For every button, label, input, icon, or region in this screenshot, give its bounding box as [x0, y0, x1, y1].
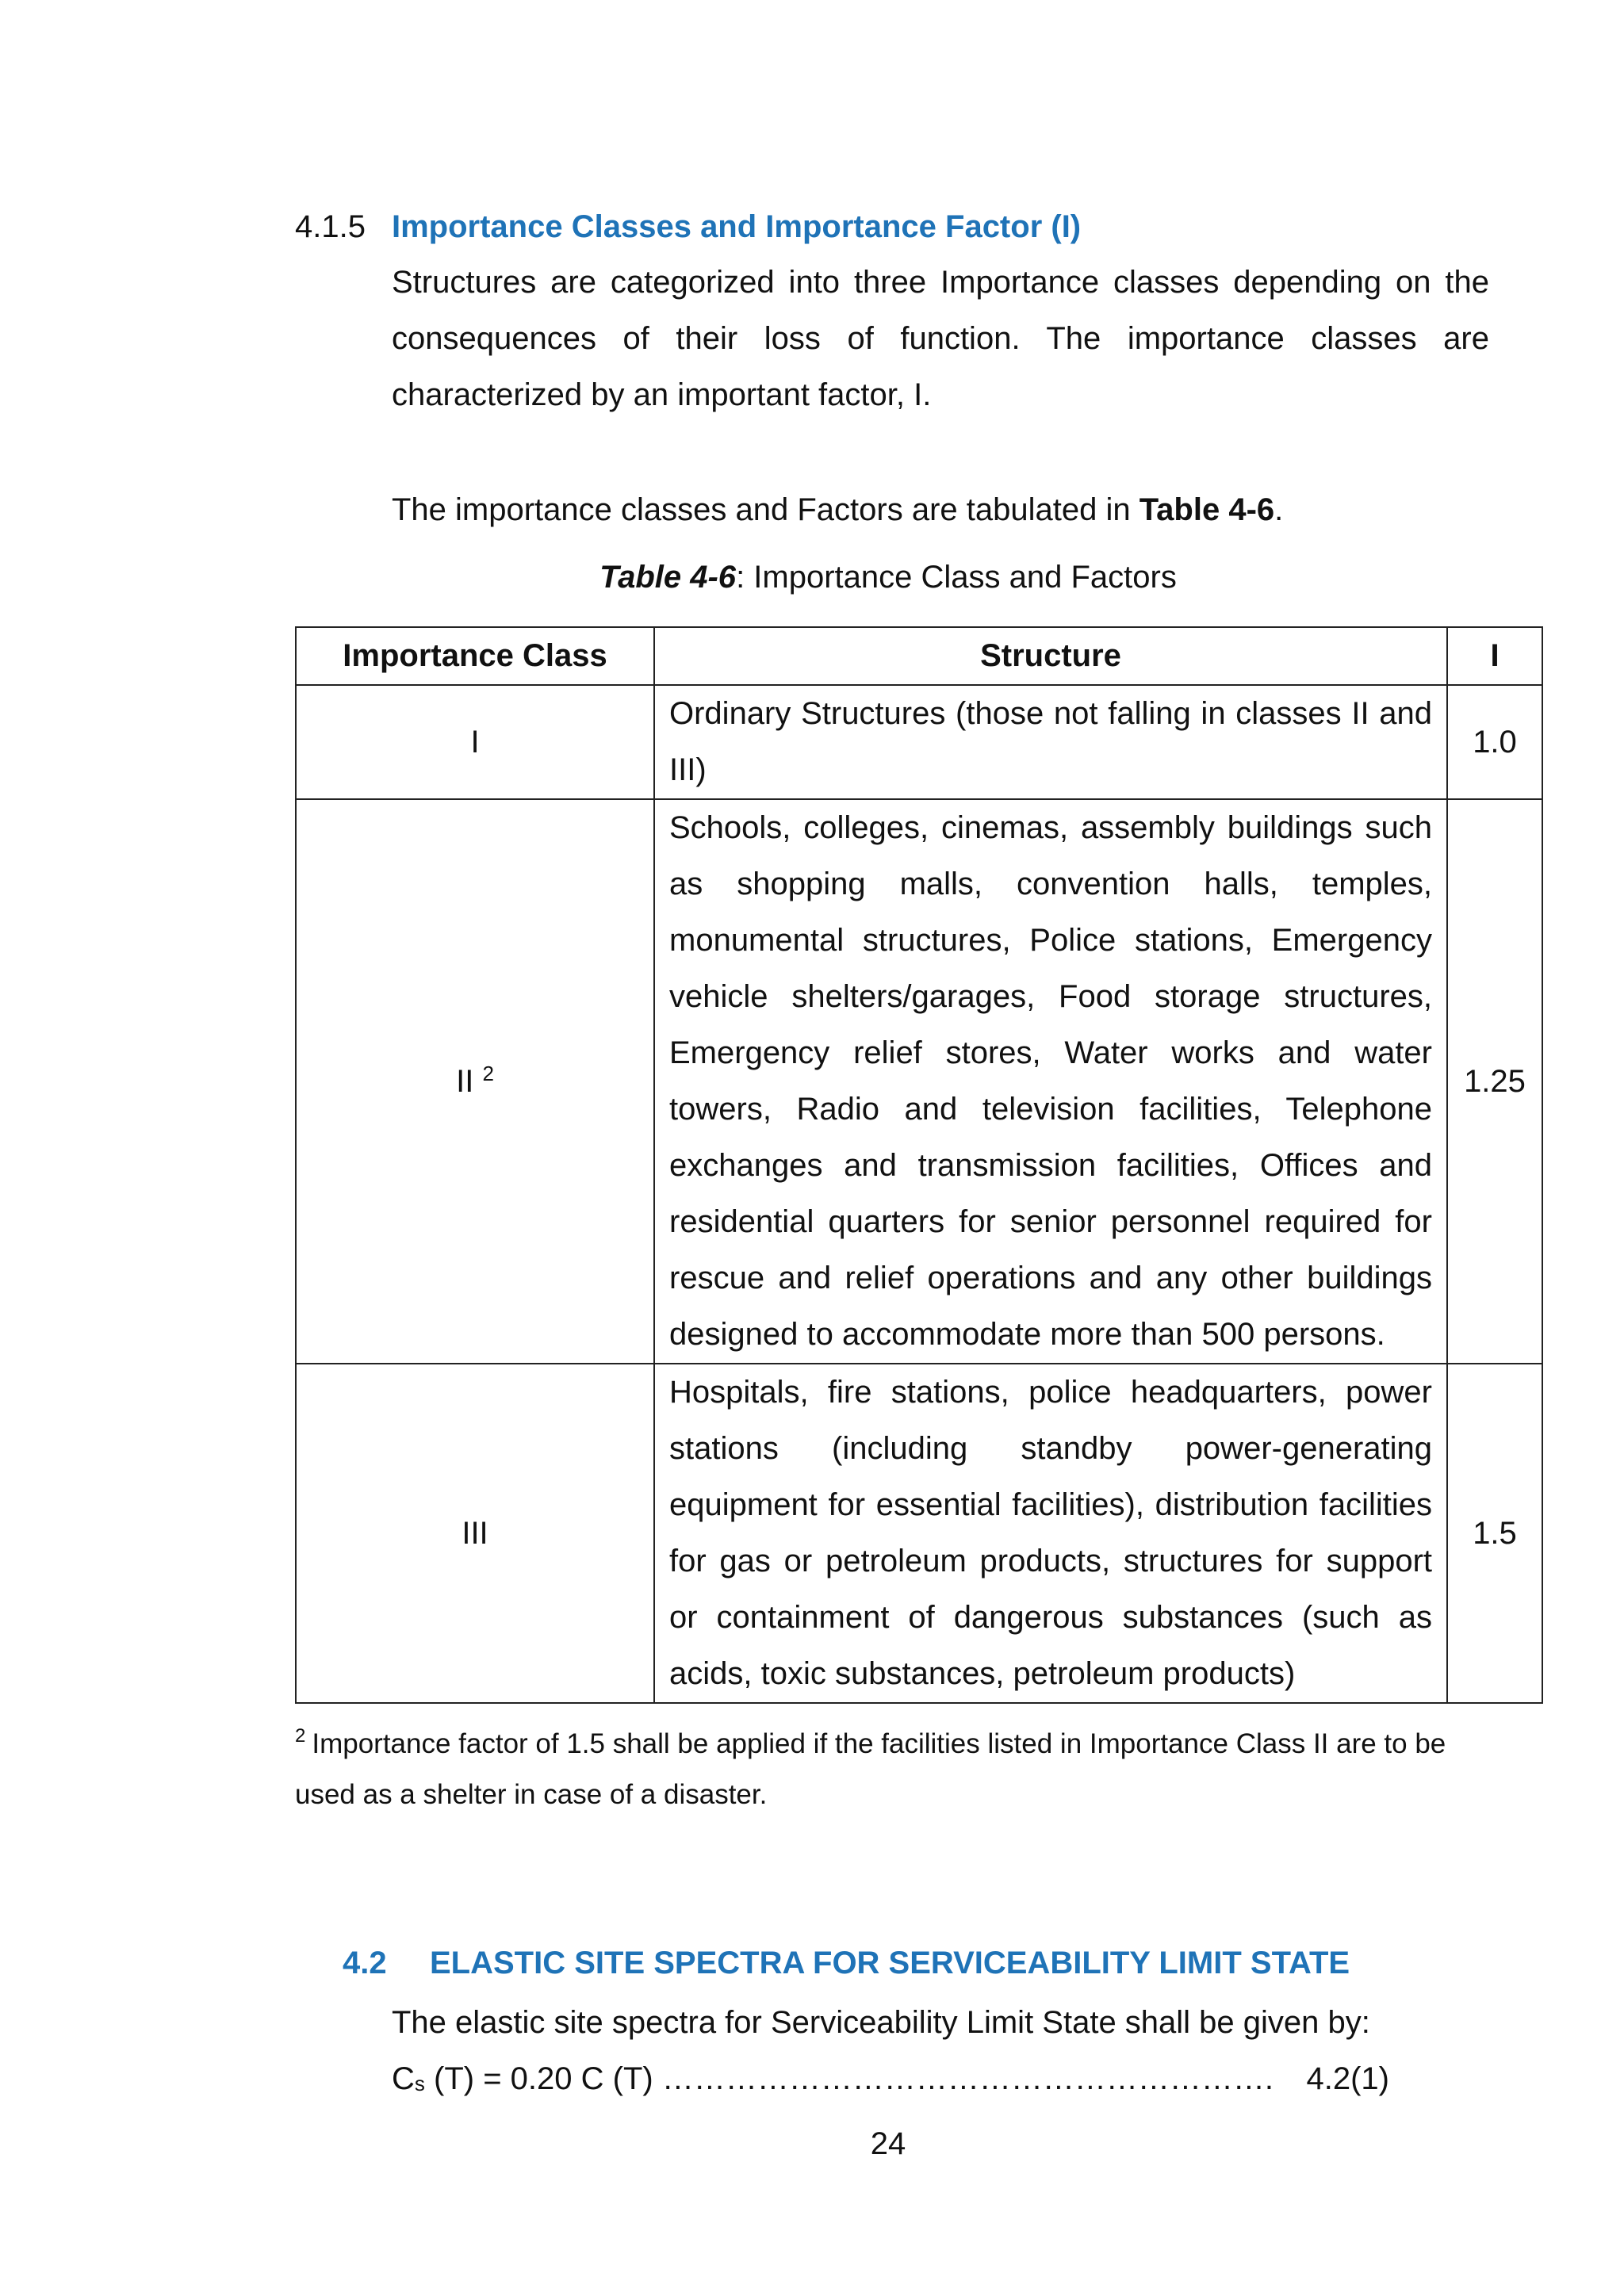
class-value: I	[470, 724, 480, 760]
structure-cell: Schools, colleges, cinemas, assembly buildings such as shopping malls, convention halls, temples, monumental structures, Police stations, Emergency vehicle shelters/garages, Food storage structures, Emergency relief stores, Water works and water towers, Radio and television facilities, Telephone exchanges and transmission facilities, Offices and residential quarters for senior personnel required for rescue and relief operations and any other buildings designed to accommodate more than 500 persons.	[654, 799, 1447, 1364]
class-cell	[296, 1364, 654, 1703]
table-reference: Table 4-6	[1139, 492, 1275, 527]
factor-cell: 1.0	[1447, 685, 1542, 799]
structure-cell: Hospitals, fire stations, police headquarters, power stations (including standby power-generating equipment for essential facilities), distribution facilities for gas or petroleum products, structures for support or containment of dangerous substances (such as acids, toxic substances, petroleum products)	[654, 1364, 1447, 1703]
table-caption-text: : Importance Class and Factors	[736, 560, 1177, 595]
table-row	[296, 1364, 1542, 1703]
section-number: 4.2	[343, 1946, 387, 1980]
table-row	[296, 799, 1542, 1364]
header-importance-class: Importance Class	[296, 627, 654, 685]
header-structure: Structure	[654, 627, 1447, 685]
footnote-text: Importance factor of 1.5 shall be applied if the facilities listed in Importance Class II are to be used as a shelter in case of a disaster.	[295, 1728, 1446, 1810]
class-value: II	[456, 1063, 474, 1099]
table-caption	[0, 555, 1624, 599]
paragraph-end: .	[1274, 492, 1284, 527]
class-cell	[296, 685, 654, 799]
table-caption-label: Table 4-6	[599, 560, 737, 595]
paragraph-spectra: The elastic site spectra for Serviceability Limit State shall be given by:	[392, 2005, 1370, 2040]
equation-body: (T) = 0.20 C (T) ………………………………………………….	[424, 2061, 1274, 2096]
paragraph-table-reference	[392, 482, 1489, 538]
section-heading-4-1-5	[295, 205, 1081, 249]
section-title: Importance Classes and Importance Factor (I)	[392, 209, 1082, 244]
equation-4-2-1	[392, 2051, 1489, 2112]
equation-number: 4.2(1)	[1306, 2061, 1389, 2096]
paragraph-importance-intro: Structures are categorized into three Importance classes depending on the consequences of their loss of function. The importance classes are characterized by an important factor, I.	[392, 265, 1489, 412]
footnote-reference: 2	[482, 1061, 494, 1085]
class-cell	[296, 799, 654, 1364]
paragraph-text: The importance classes and Factors are tabulated in	[392, 492, 1139, 527]
equation-subscript: s	[414, 2072, 425, 2095]
section-heading-4-2	[343, 1941, 1350, 1985]
table-row	[296, 685, 1542, 799]
factor-cell: 1.5	[1447, 1364, 1542, 1703]
table-footnote	[295, 1719, 1489, 1820]
section-title: ELASTIC SITE SPECTRA FOR SERVICEABILITY LIMIT STATE	[430, 1946, 1350, 1980]
table-header-row	[296, 627, 1542, 685]
importance-table	[295, 626, 1543, 1704]
header-factor: I	[1447, 627, 1542, 685]
equation-symbol: C	[392, 2061, 415, 2096]
footnote-mark: 2	[295, 1725, 306, 1747]
structure-cell: Ordinary Structures (those not falling in classes II and III)	[654, 685, 1447, 799]
page-number: 24	[870, 2126, 906, 2161]
section-number: 4.1.5	[295, 209, 366, 244]
class-value: III	[462, 1515, 488, 1551]
factor-cell: 1.25	[1447, 799, 1542, 1364]
